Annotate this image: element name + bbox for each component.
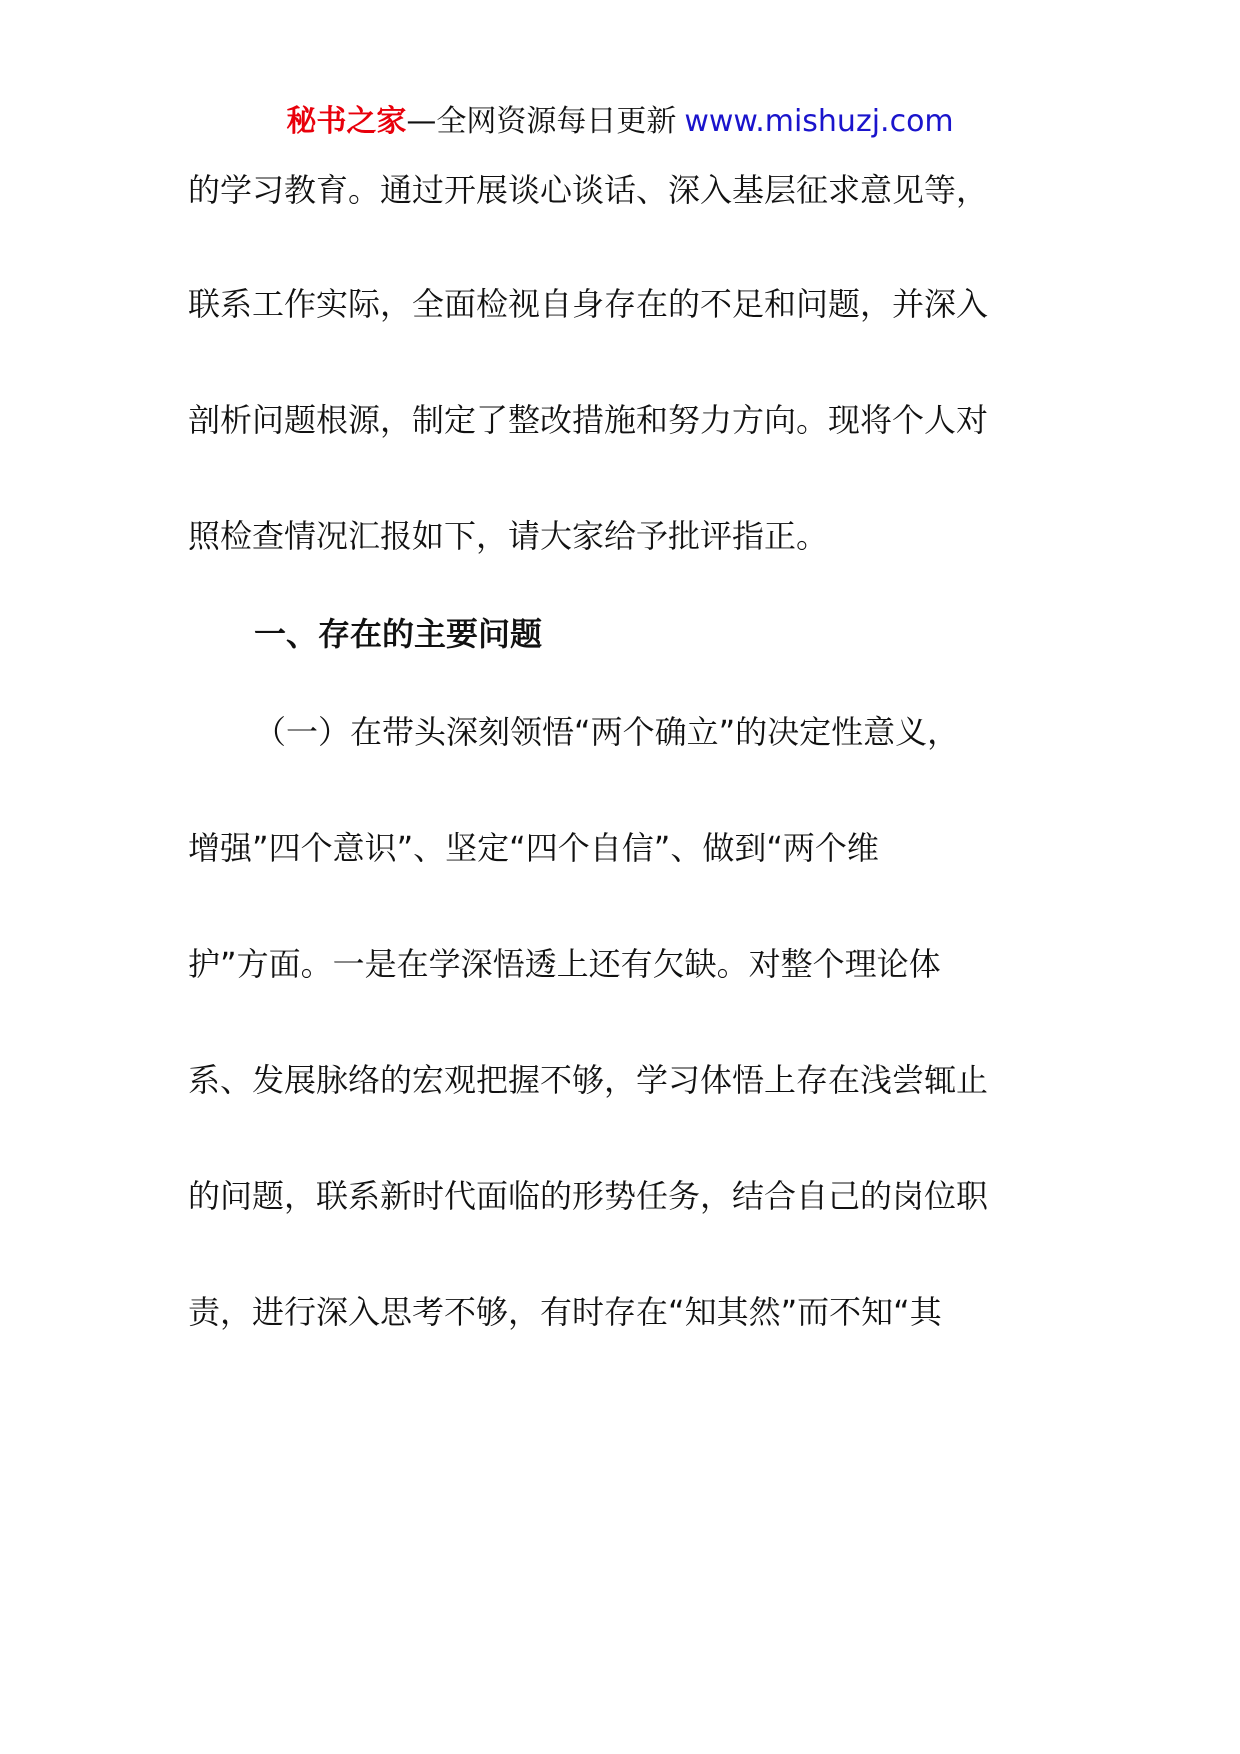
body-text-line: 的问题，联系新时代面临的形势任务，结合自己的岗位职 <box>188 1177 989 1215</box>
body-text-line: 护”方面。一是在学深悟透上还有欠缺。对整个理论体 <box>188 945 941 983</box>
body-text-line: 增强”四个意识”、坚定“四个自信”、做到“两个维 <box>188 829 879 867</box>
body-text-line: 系、发展脉络的宏观把握不够，学习体悟上存在浅尝辄止 <box>188 1061 989 1099</box>
body-text-line: 联系工作实际，全面检视自身存在的不足和问题，并深入 <box>188 285 989 323</box>
subsection-paragraph-start: （一）在带头深刻领悟“两个确立”的决定性意义， <box>254 713 960 751</box>
body-text-line: 照检查情况汇报如下，请大家给予批评指正。 <box>188 517 829 555</box>
header-tagline: —全网资源每日更新 <box>406 104 677 139</box>
body-text-line: 的学习教育。通过开展谈心谈话、深入基层征求意见等， <box>188 171 989 209</box>
body-text-line: 剖析问题根源，制定了整改措施和努力方向。现将个人对 <box>188 401 989 439</box>
site-header <box>0 102 1240 142</box>
section-heading: 一、存在的主要问题 <box>254 615 543 653</box>
site-url-link[interactable]: www.mishuzj.com <box>684 104 954 139</box>
brand-name: 秘书之家 <box>286 104 407 139</box>
body-text-line: 责，进行深入思考不够，有时存在“知其然”而不知“其 <box>188 1293 942 1331</box>
